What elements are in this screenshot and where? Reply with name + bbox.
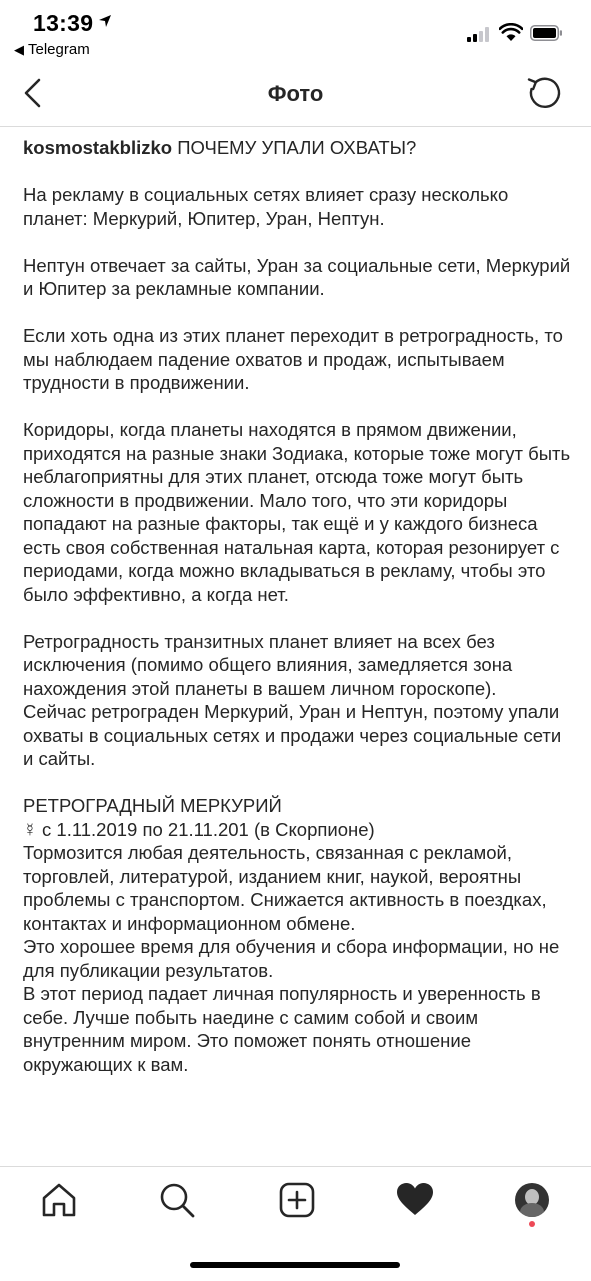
- notification-dot: [529, 1221, 535, 1227]
- caption-paragraph: Ретроградность транзитных планет влияет на всех без исключения (помимо общего влияния, замедляется зона нахождения этой планеты в вашем личном гороскопе). Сейчас ретрограден Меркурий, Уран и Нептун, поэтому упали охваты в социальных сетях и продажи через социальные сети и сайты.: [23, 630, 562, 769]
- activity-heart-icon[interactable]: [395, 1182, 435, 1218]
- profile-avatar[interactable]: [515, 1183, 549, 1217]
- location-arrow-icon: [98, 14, 112, 28]
- caption-paragraph: Нептун отвечает за сайты, Уран за социальные сети, Меркурий и Юпитер за рекламные компании.: [23, 254, 571, 299]
- new-post-icon[interactable]: [277, 1182, 317, 1218]
- home-icon[interactable]: [39, 1182, 79, 1218]
- avatar-body: [520, 1203, 544, 1217]
- caption-paragraph: Это хорошее время для обучения и сбора информации, но не для публикации результатов.: [23, 936, 560, 981]
- caption-paragraph: В этот период падает личная популярность и уверенность в себе. Лучше побыть наедине с самим собой и своим внутренним миром. Это поможет понять отношение окружающих к вам.: [23, 983, 541, 1075]
- home-indicator[interactable]: [190, 1262, 400, 1268]
- battery-icon: [530, 25, 563, 41]
- post-caption: [23, 136, 571, 1166]
- post-username[interactable]: kosmostakblizko: [23, 137, 173, 158]
- caption-paragraph: [23, 136, 571, 160]
- caption-paragraph: Если хоть одна из этих планет переходит в ретроградность, то мы наблюдаем падение охватов и продаж, испытываем трудности в продвижении.: [23, 325, 563, 393]
- refresh-icon[interactable]: [524, 74, 564, 114]
- page-title: Фото: [267, 81, 324, 106]
- back-app-label: Telegram: [28, 41, 90, 58]
- caption-heading: ПОЧЕМУ УПАЛИ ОХВАТЫ?: [177, 137, 417, 158]
- status-time: 13:39: [33, 10, 94, 36]
- back-triangle-icon: ◀: [14, 42, 24, 57]
- caption-paragraph: Коридоры, когда планеты находятся в прямом движении, приходятся на разные знаки Зодиака, которые тоже могут быть неблагоприятны для этих планет, отсюда тоже могут быть сложности в продвижении. Мало того, что эти коридоры попадают на разные факторы, так ещё и у каждого бизнеса есть своя собственная натальная карта, которая резонирует с периодами, когда можно вкладываться в рекламу, чтобы это было эффективно, а когда нет.: [23, 419, 571, 605]
- cellular-signal-icon: [467, 26, 493, 42]
- nav-bar: [0, 62, 591, 127]
- back-to-app-link[interactable]: [14, 41, 90, 58]
- caption-paragraph: На рекламу в социальных сетях влияет сразу несколько планет: Меркурий, Юпитер, Уран, Нептун.: [23, 184, 509, 229]
- status-bar: [0, 0, 591, 62]
- search-icon[interactable]: [157, 1182, 197, 1218]
- caption-paragraph: РЕТРОГРАДНЫЙ МЕРКУРИЙ ☿ с 1.11.2019 по 21.11.201 (в Скорпионе) Тормозится любая деятельность, связанная с рекламой, торговлей, литературой, изданием книг, наукой, вероятны проблемы с транспортом. Снижается активность в поездках, контактах и информационном обмене.: [23, 795, 547, 934]
- wifi-icon: [499, 23, 523, 42]
